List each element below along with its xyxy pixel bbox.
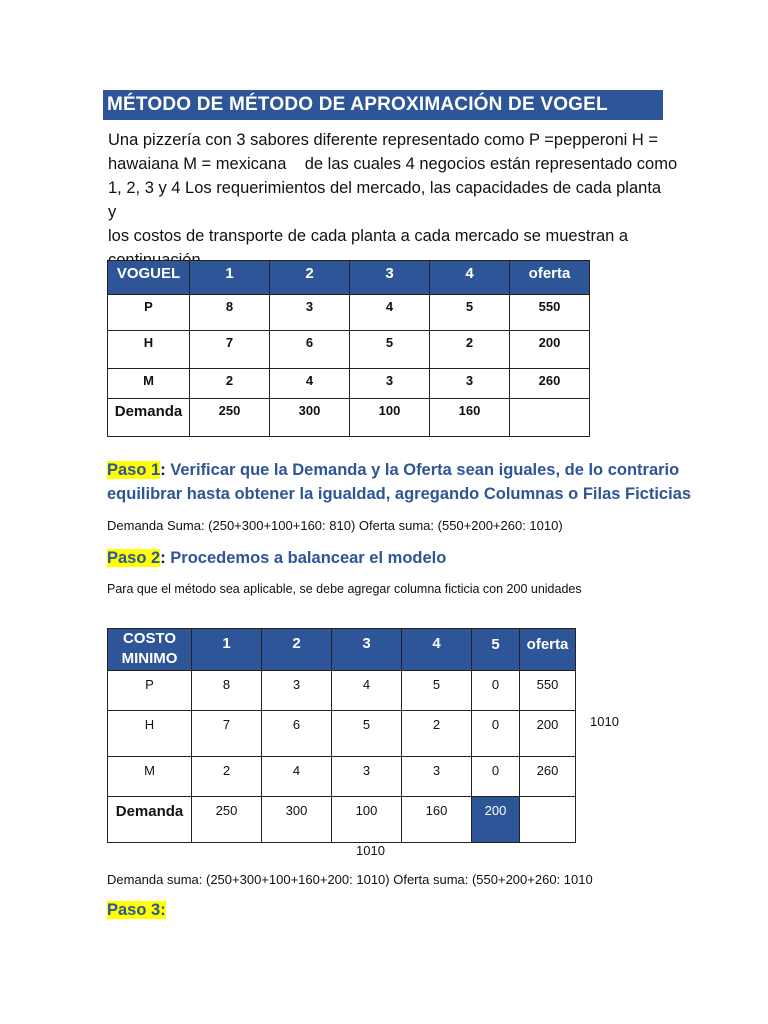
cost-cell: 7 [190,331,270,369]
cost-cell: 2 [190,369,270,399]
cost-cell: 2 [192,757,262,797]
demand-cell: 300 [262,797,332,843]
cost-cell: 7 [192,711,262,757]
table-header-row [108,261,590,295]
demand-cell: 100 [350,399,430,437]
cost-cell: 4 [332,671,402,711]
table-header-row [108,629,576,671]
demand-cell: 300 [270,399,350,437]
column-header: 1 [192,629,262,671]
demand-cell: 100 [332,797,402,843]
table-corner-cell: VOGUEL [108,261,190,295]
cost-cell: 3 [350,369,430,399]
minimum-cost-table [107,628,576,843]
intro-line: los costos de transporte de cada planta a cada mercado se muestran a [108,227,629,245]
supply-cell: 260 [510,369,590,399]
cost-cell: 2 [402,711,472,757]
cost-cell: 3 [430,369,510,399]
dummy-demand-cell: 200 [472,797,520,843]
column-header: 2 [270,261,350,295]
step-2-colon: : [160,549,166,567]
step-1-heading [107,458,691,506]
cost-cell: 3 [402,757,472,797]
step-2-label-text: Paso 2 [107,549,161,567]
column-header: 4 [430,261,510,295]
table-row [108,711,576,757]
step-1-label-text: Paso 1 [107,461,161,479]
intro-line: 1, 2, 3 y 4 Los requerimientos del mercado, las capacidades de cada planta y [108,179,662,221]
table-row [108,757,576,797]
supply-total: 1010 [590,714,619,729]
empty-cell [520,797,576,843]
table-row [108,295,590,331]
cost-cell: 5 [402,671,472,711]
row-label: M [108,757,192,797]
demand-label: Demanda [108,797,192,843]
supply-cell: 550 [520,671,576,711]
row-label: H [108,711,192,757]
step-2-text: Procedemos a balancear el modelo [165,549,447,567]
demand-cell: 160 [430,399,510,437]
cost-cell: 3 [262,671,332,711]
column-header: 4 [402,629,472,671]
supply-cell: 200 [520,711,576,757]
balanced-sum-note: Demanda suma: (250+300+100+160+200: 1010) Oferta suma: (550+200+260: 1010 [107,872,593,887]
corner-text: MINIMO [121,650,178,667]
cost-cell: 8 [190,295,270,331]
row-label: P [108,671,192,711]
cost-cell: 6 [262,711,332,757]
row-label: H [108,331,190,369]
step-1-text: equilibrar hasta obtener la igualdad, agregando Columnas o Filas Ficticias [107,485,692,503]
demand-cell: 160 [402,797,472,843]
row-label: P [108,295,190,331]
empty-cell [510,399,590,437]
supply-cell: 550 [510,295,590,331]
supply-cell: 260 [520,757,576,797]
demand-row [108,797,576,843]
step-3-label: Paso 3: [107,901,166,919]
cost-cell: 0 [472,711,520,757]
table-row [108,331,590,369]
cost-cell: 6 [270,331,350,369]
column-header: 1 [190,261,270,295]
supply-header: oferta [520,629,576,671]
cost-cell: 0 [472,671,520,711]
demand-supply-sum-note: Demanda Suma: (250+300+100+160: 810) Oferta suma: (550+200+260: 1010) [107,518,563,533]
page-title: MÉTODO DE MÉTODO DE APROXIMACIÓN DE VOGEL [103,90,663,120]
column-header: 3 [350,261,430,295]
balance-note: Para que el método sea aplicable, se debe agregar columna ficticia con 200 unidades [107,582,582,596]
step-2-label [107,549,160,567]
cost-cell: 4 [350,295,430,331]
intro-paragraph [108,128,678,272]
table-row [108,671,576,711]
column-header: 2 [262,629,332,671]
demand-row [108,399,590,437]
demand-label: Demanda [108,399,190,437]
intro-line: Una pizzería con 3 sabores diferente representado como P =pepperoni H = [108,131,659,149]
row-label: M [108,369,190,399]
cost-cell: 8 [192,671,262,711]
table-corner-cell [108,629,192,671]
demand-cell: 250 [192,797,262,843]
cost-cell: 5 [430,295,510,331]
step-1-colon: : [160,461,166,479]
corner-text: COSTO [122,630,177,647]
table-row [108,369,590,399]
column-header: 3 [332,629,402,671]
cost-cell: 3 [270,295,350,331]
step-1-label [107,461,160,479]
column-header: 5 [472,629,520,671]
cost-cell: 0 [472,757,520,797]
cost-cell: 5 [350,331,430,369]
vogel-cost-table [107,260,590,437]
demand-cell: 250 [190,399,270,437]
cost-cell: 5 [332,711,402,757]
cost-cell: 2 [430,331,510,369]
step-3-heading [107,898,166,922]
step-2-heading [107,546,446,570]
demand-total: 1010 [356,843,385,858]
cost-cell: 3 [332,757,402,797]
intro-line: hawaiana M = mexicana de las cuales 4 negocios están representado como [108,155,678,173]
supply-cell: 200 [510,331,590,369]
cost-cell: 4 [270,369,350,399]
cost-cell: 4 [262,757,332,797]
supply-header: oferta [510,261,590,295]
step-1-text: Verificar que la Demanda y la Oferta sean iguales, de lo contrario [165,461,680,479]
